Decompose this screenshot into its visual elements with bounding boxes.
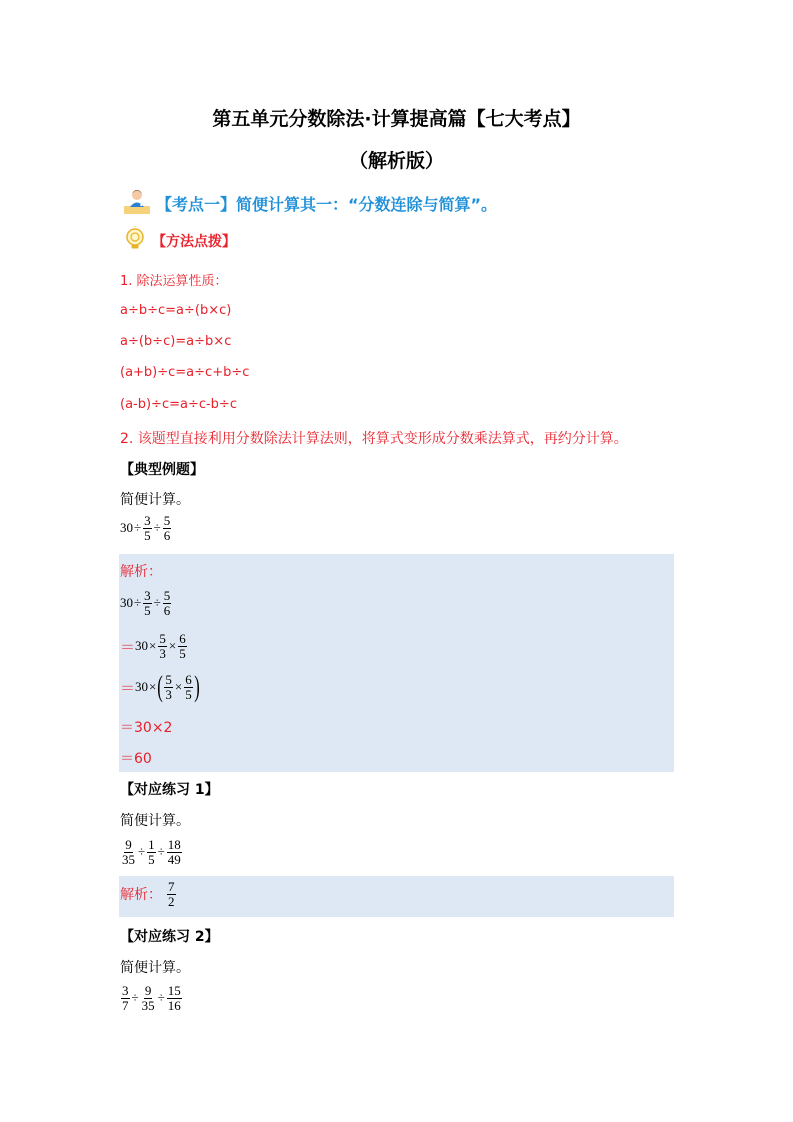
numerator: 9 [125, 837, 132, 852]
fraction [163, 589, 172, 617]
practice-1-expression [120, 838, 183, 866]
denominator: 3 [165, 686, 172, 702]
denominator: 5 [148, 851, 155, 867]
numerator: 7 [168, 879, 175, 894]
solution-label: 解析： [120, 564, 162, 580]
denominator: 3 [159, 645, 166, 661]
left-paren: ( [157, 670, 164, 703]
denominator: 2 [168, 893, 175, 909]
fraction [143, 514, 152, 542]
example-header: 【典型例题】 [120, 462, 204, 478]
fraction [121, 838, 136, 866]
denominator: 5 [179, 645, 186, 661]
times-sign: × [168, 638, 177, 654]
solution-step-4: ＝30×2 [120, 720, 173, 736]
solution-step-5: ＝60 [120, 751, 152, 767]
fraction [147, 838, 156, 866]
numerator: 15 [167, 983, 181, 998]
divide-sign: ÷ [134, 520, 142, 536]
equals-sign: ＝ [120, 680, 136, 697]
fraction [163, 514, 172, 542]
denominator: 16 [167, 997, 181, 1013]
divide-sign: ÷ [157, 844, 165, 860]
whole-number: 30 [120, 595, 133, 611]
whole-number: 30 [135, 679, 149, 694]
times-sign: × [149, 679, 157, 694]
practice-2-header: 【对应练习 2】 [120, 929, 219, 945]
rule-1a: a÷b÷c=a÷(b×c) [120, 303, 232, 318]
numerator: 5 [165, 671, 172, 687]
denominator: 35 [141, 997, 155, 1013]
whole-number: 30 [135, 638, 149, 654]
rule-1d: (a-b)÷c=a÷c-b÷c [120, 397, 237, 412]
divide-sign: ÷ [153, 520, 161, 536]
right-paren: ) [193, 670, 200, 703]
practice-2-instruction: 简便计算。 [120, 960, 190, 976]
numerator: 3 [144, 588, 151, 603]
divide-sign: ÷ [153, 595, 161, 611]
rule-2: 2. 该题型直接利用分数除法计算法则，将算式变形成分数乘法算式，再约分计算。 [120, 431, 628, 447]
numerator: 5 [159, 631, 166, 646]
student-writing-icon [122, 186, 152, 220]
denominator: 35 [122, 851, 135, 867]
numerator: 5 [163, 588, 171, 603]
numerator: 9 [144, 983, 152, 998]
fraction [158, 632, 167, 660]
whole-number: 30 [120, 520, 133, 536]
numerator: 18 [167, 837, 181, 852]
fraction [178, 632, 187, 660]
answer-label: 解析： [120, 887, 162, 904]
times-sign: × [174, 679, 183, 694]
fraction [167, 838, 182, 866]
numerator: 3 [122, 983, 129, 998]
fraction [164, 673, 173, 701]
practice-1-answer-box [119, 876, 674, 917]
denominator: 6 [163, 602, 171, 618]
divide-sign: ÷ [134, 595, 142, 611]
denominator: 5 [185, 686, 192, 702]
fraction [167, 984, 182, 1012]
denominator: 49 [167, 851, 181, 867]
practice-1-header: 【对应练习 1】 [120, 782, 219, 798]
divide-sign: ÷ [131, 990, 139, 1006]
solution-step-3 [120, 672, 200, 702]
equals-sign: ＝ [120, 639, 136, 656]
numerator: 1 [148, 837, 155, 852]
numerator: 3 [144, 513, 151, 528]
method-label: 【方法点拨】 [152, 234, 236, 250]
solution-step-1 [120, 589, 172, 617]
kaodian-heading [122, 186, 497, 220]
fraction [141, 984, 156, 1012]
fraction [184, 673, 193, 701]
solution-step-2 [120, 632, 188, 660]
lightbulb-icon [122, 226, 148, 256]
solution-box [119, 554, 674, 772]
fraction [143, 589, 152, 617]
rule-1c: (a+b)÷c=a÷c+b÷c [120, 365, 250, 380]
fraction [167, 880, 176, 908]
page-subtitle: （解析版） [348, 150, 444, 172]
example-instruction: 简便计算。 [120, 492, 190, 508]
numerator: 6 [185, 671, 192, 687]
denominator: 5 [144, 602, 151, 618]
numerator: 5 [163, 513, 171, 528]
practice-2-expression [120, 984, 183, 1012]
rule-1b: a÷(b÷c)=a÷b×c [120, 334, 232, 349]
divide-sign: ÷ [138, 844, 146, 860]
practice-1-instruction: 简便计算。 [120, 813, 190, 829]
denominator: 7 [122, 997, 129, 1013]
times-sign: × [149, 638, 157, 654]
fraction [121, 984, 130, 1012]
example-expression [120, 514, 172, 542]
kaodian-label: 【考点一】简便计算其一：“分数连除与简算”。 [156, 194, 498, 214]
numerator: 6 [179, 631, 186, 646]
page-title: 第五单元分数除法·计算提高篇【七大考点】 [212, 108, 581, 130]
denominator: 6 [163, 527, 171, 543]
practice-1-answer [120, 880, 177, 908]
divide-sign: ÷ [157, 990, 165, 1006]
rule-1-title: 1. 除法运算性质： [120, 274, 228, 289]
method-heading [122, 226, 236, 256]
denominator: 5 [144, 527, 151, 543]
